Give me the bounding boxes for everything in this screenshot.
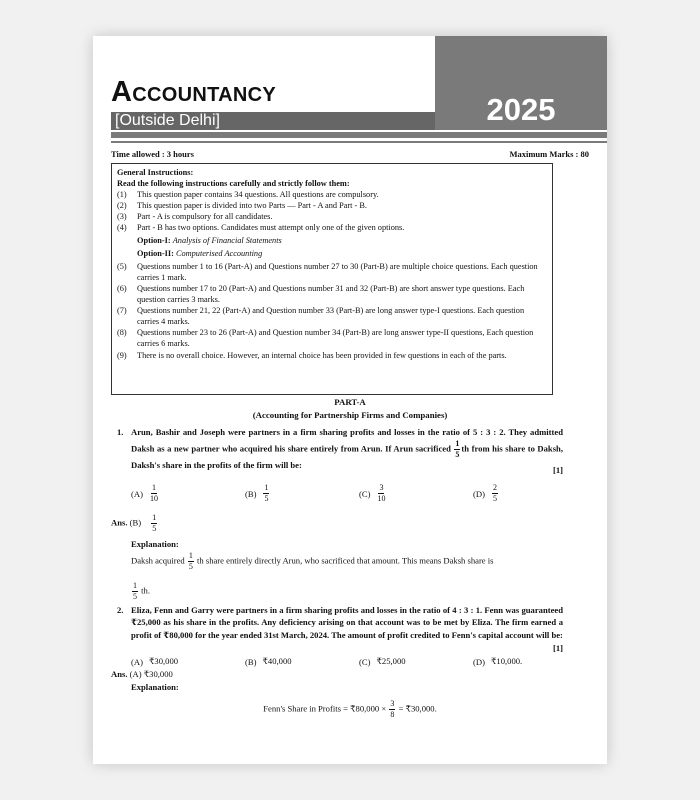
instruction-item: (3) Part - A is compulsory for all candidates. bbox=[117, 212, 273, 222]
maximum-marks: Maximum Marks : 80 bbox=[509, 149, 589, 159]
explanation-formula: Fenn's Share in Profits = ₹80,000 × $\frac{3}{8}$ = ₹30,000. bbox=[263, 699, 437, 719]
option-d: (D) ₹10,000. bbox=[473, 656, 523, 667]
answer-2: Ans. (A) ₹30,000 bbox=[111, 669, 173, 679]
question-text: Arun, Bashir and Joseph were partners in a firm sharing profits and losses in the ratio of 5 : 3 : 2. They admitted Daksh as a new partner who acquired his share entirely from Arun. If Arun sacrificed $\frac{1}{5}$ th from his share to Daksh, Daksh's share in the profits of the firm will be: bbox=[131, 427, 563, 470]
question-number: 2. bbox=[117, 605, 124, 615]
question-number: 1. bbox=[117, 427, 124, 437]
option-c: (C) ₹25,000 bbox=[359, 656, 406, 667]
instruction-item: (8) Questions number 23 to 26 (Part-A) and Question number 34 (Part-B) are long answer type-II questions, Each question carries 6 marks. bbox=[117, 328, 534, 349]
question-marks: [1] bbox=[552, 643, 563, 653]
instruction-item: (5) Questions number 1 to 16 (Part-A) and Questions number 27 to 30 (Part-B) are multiple choice questions. Each question carries 1 mark. bbox=[117, 262, 538, 283]
option-b: (B) ₹40,000 bbox=[245, 656, 292, 667]
fraction: $\frac{1}{5}$ bbox=[455, 438, 460, 459]
answer-1: Ans. (B) $\frac{1}{5}$ bbox=[111, 513, 157, 533]
option-d: (D) $\frac{2}{5}$ bbox=[473, 483, 497, 503]
question-2 bbox=[117, 604, 563, 653]
instruction-item: (1) This question paper contains 34 questions. All questions are compulsory. bbox=[117, 190, 379, 200]
subject-title: Accountancy bbox=[111, 76, 276, 108]
part-title: PART-A bbox=[334, 397, 366, 407]
option-one: Option-I: Analysis of Financial Statements bbox=[137, 236, 282, 246]
instructions-intro: Read the following instructions carefully and strictly follow them: bbox=[117, 179, 350, 189]
header-rule bbox=[111, 132, 607, 138]
time-allowed: Time allowed : 3 hours bbox=[111, 149, 194, 159]
document-page bbox=[93, 36, 607, 764]
exam-year: 2025 bbox=[486, 92, 556, 127]
option-two: Option-II: Computerised Accounting bbox=[137, 249, 263, 259]
option-b: (B) $\frac{1}{5}$ bbox=[245, 483, 269, 503]
region-label: [Outside Delhi] bbox=[115, 112, 220, 129]
instruction-item: (4) Part - B has two options. Candidates must attempt only one of the given options. bbox=[117, 223, 405, 233]
question-1 bbox=[117, 426, 563, 473]
option-a: (A) $\frac{1}{10}$ bbox=[131, 483, 158, 503]
explanation-label: Explanation: bbox=[131, 682, 179, 692]
instruction-item: (6) Questions number 17 to 20 (Part-A) and Questions number 31 and 32 (Part-B) are short answer type questions. Each question carries 3 marks. bbox=[117, 284, 525, 305]
explanation-label: Explanation: bbox=[131, 539, 179, 549]
option-c: (C) $\frac{3}{10}$ bbox=[359, 483, 386, 503]
instruction-item: (7) Questions number 21, 22 (Part-A) and Question number 33 (Part-B) are long answer type-I questions. Each question carries 4 marks. bbox=[117, 306, 525, 327]
instructions-heading: General Instructions: bbox=[117, 168, 194, 177]
option-a: (A) ₹30,000 bbox=[131, 656, 179, 667]
instruction-item: (9) There is no overall choice. However, an internal choice has been provided in few questions in each of the parts. bbox=[117, 350, 507, 360]
question-text: Eliza, Fenn and Garry were partners in a firm sharing profits and losses in the ratio of 4 : 3 : 1. Fenn was guaranteed ₹25,000 as his share in the profits. Any deficiency arising on that account was to be met by Eliza. The firm earned a profit of ₹80,000 for the year ended 31st March, 2024. The amount of profit credited to Fenn's capital account will be: bbox=[131, 605, 563, 640]
explanation-conclusion: $\frac{1}{5}$ th. bbox=[133, 581, 150, 601]
instruction-item: (2) This question paper is divided into two Parts — Part - A and Part - B. bbox=[117, 201, 367, 211]
part-subtitle: (Accounting for Partnership Firms and Companies) bbox=[252, 410, 448, 420]
instructions-box bbox=[111, 163, 553, 395]
explanation-text: Daksh acquired $\frac{1}{5}$ th share entirely directly Arun, who sacrificed that amount. This means Daksh share is bbox=[131, 551, 494, 571]
header-rule-thin bbox=[111, 141, 607, 143]
question-marks: [1] bbox=[552, 465, 563, 475]
